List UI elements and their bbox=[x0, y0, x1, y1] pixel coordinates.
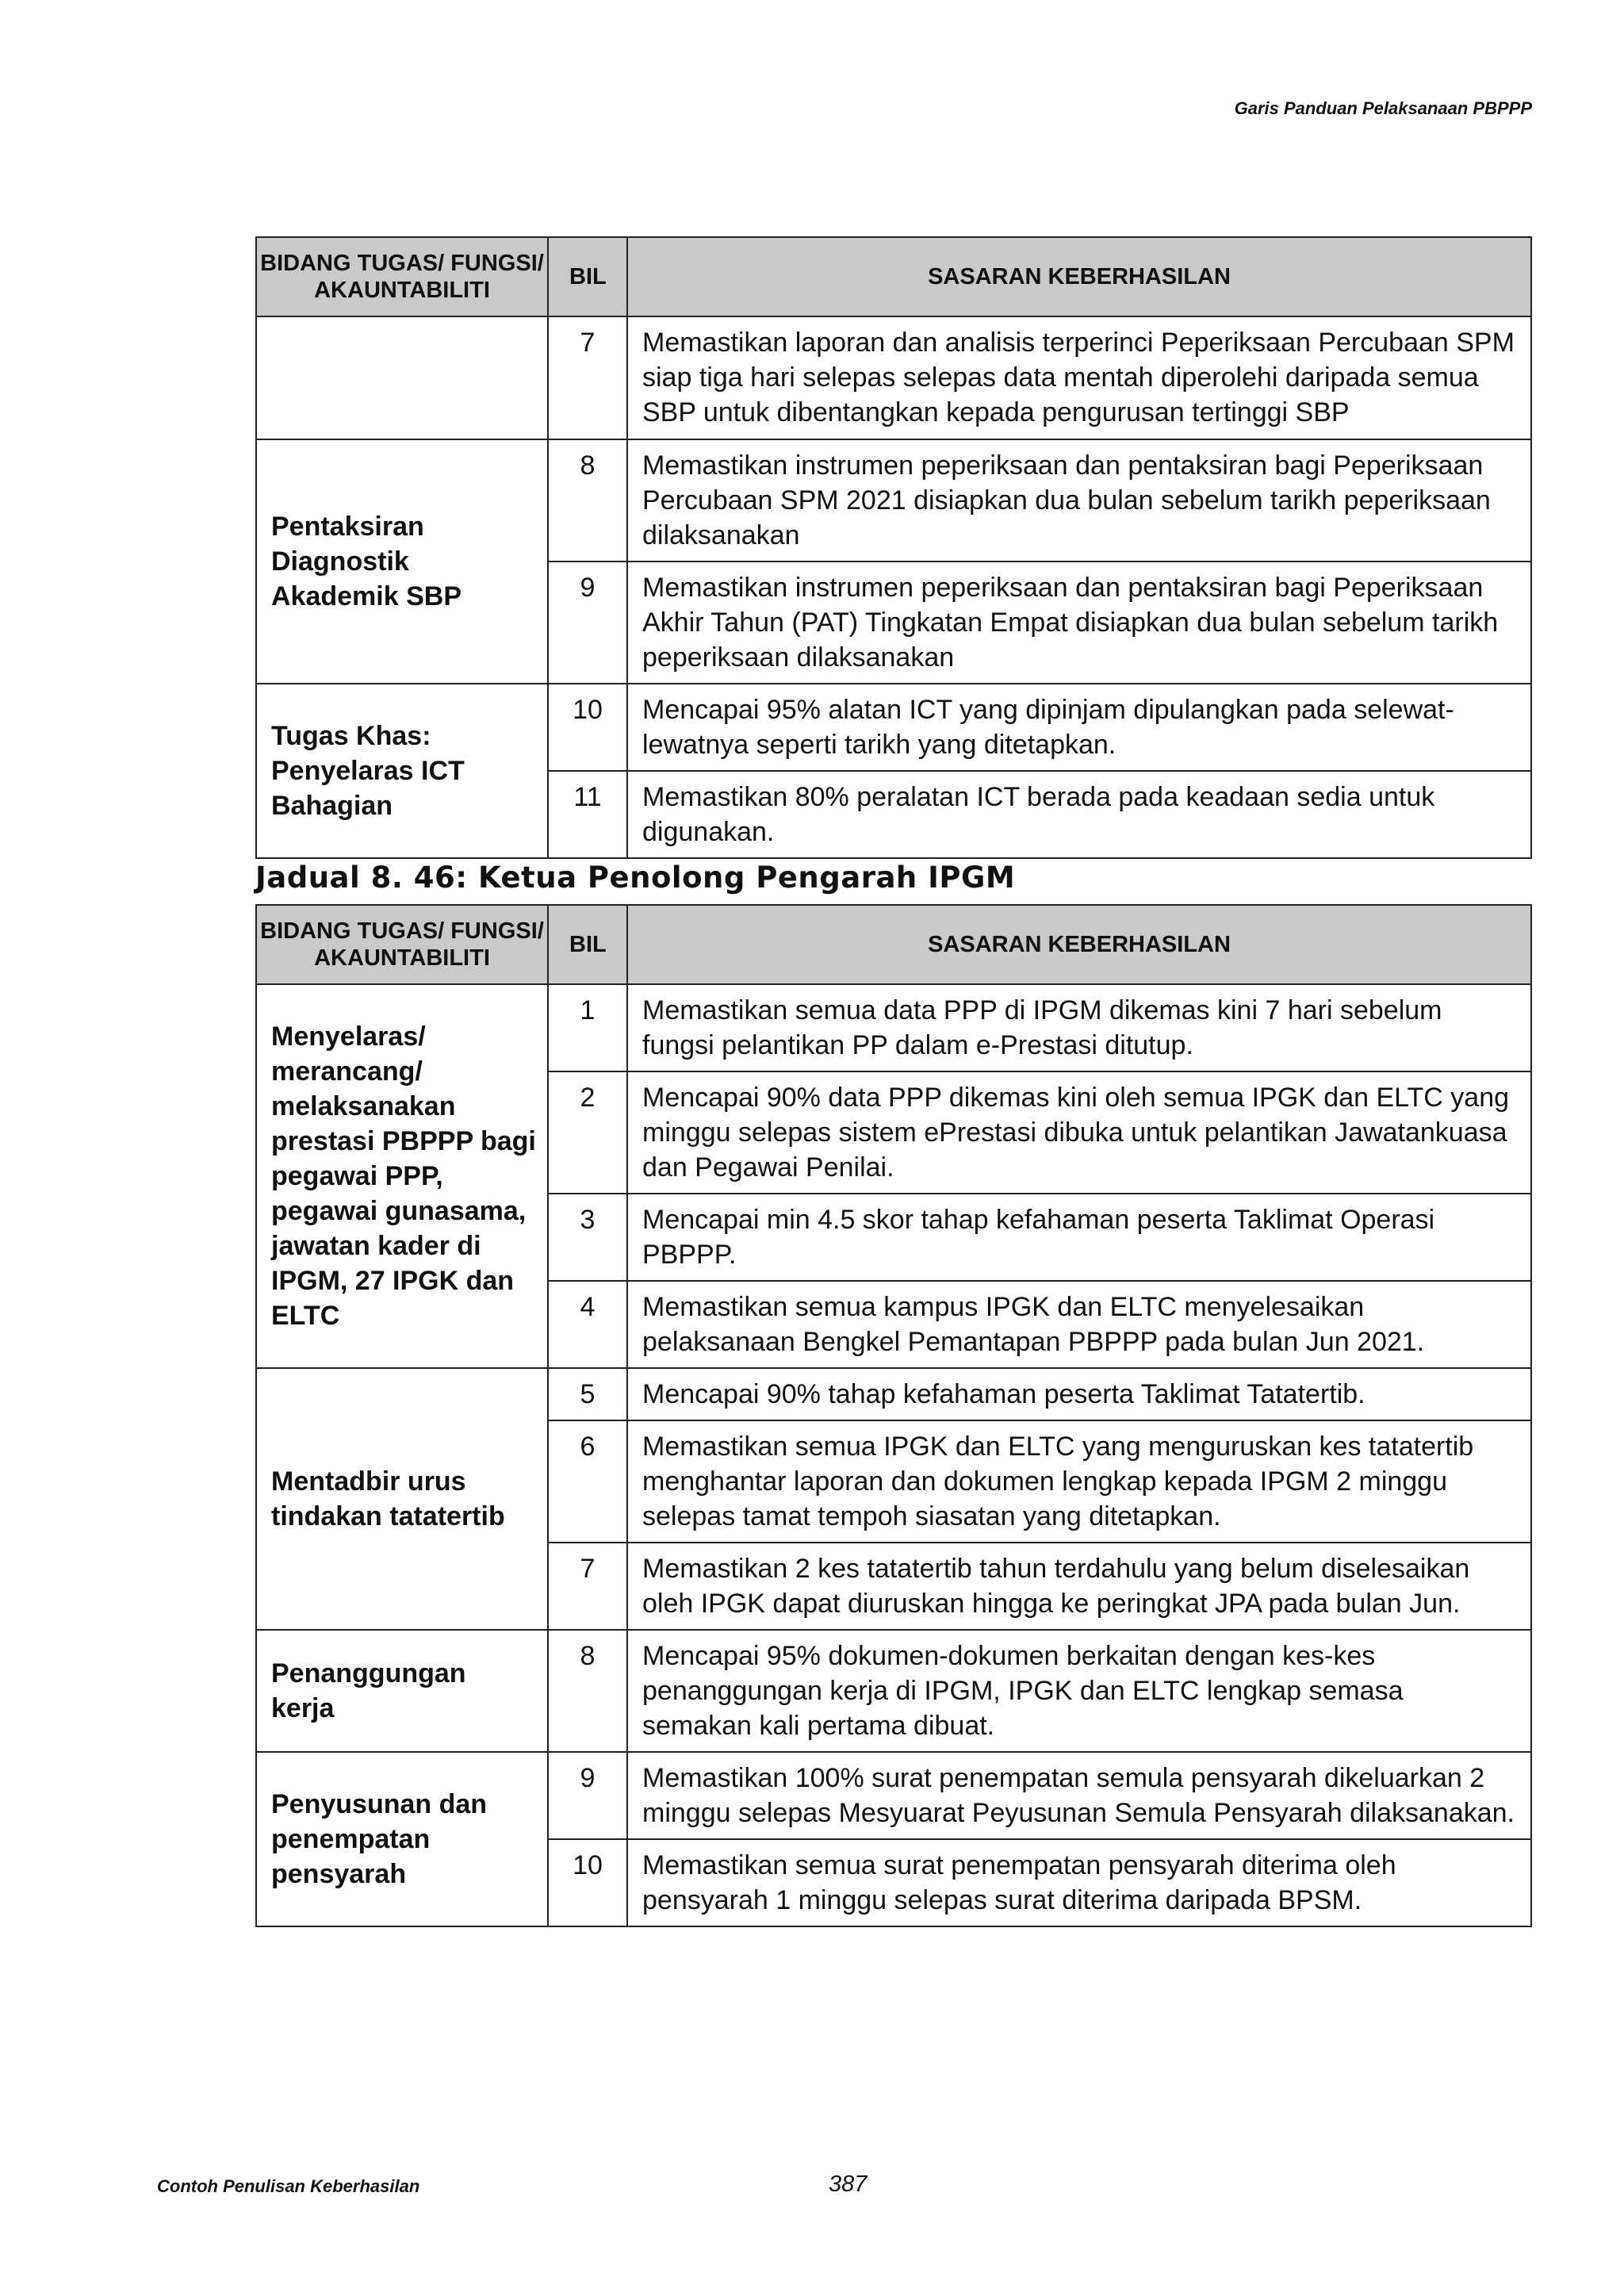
table-row bbox=[256, 1368, 1531, 1420]
target-cell: Memastikan laporan dan analisis terperinci Peperiksaan Percubaan SPM siap tiga hari selepas selepas data mentah diperolehi daripada semua SBP untuk dibentangkan kepada pengurusan tertinggi SBP bbox=[627, 316, 1531, 439]
target-cell: Memastikan semua surat penempatan pensyarah diterima oleh pensyarah 1 minggu selepas surat diterima daripada BPSM. bbox=[627, 1839, 1531, 1926]
header-bil: BIL bbox=[548, 905, 627, 984]
function-cell: Menyelaras/ merancang/ melaksanakan prestasi PBPPP bagi pegawai PPP, pegawai gunasama, jawatan kader di IPGM, 27 IPGK dan ELTC bbox=[256, 984, 548, 1368]
target-cell: Memastikan 2 kes tatatertib tahun terdahulu yang belum diselesaikan oleh IPGK dapat diuruskan hingga ke peringkat JPA pada bulan Jun. bbox=[627, 1543, 1531, 1630]
table-row bbox=[256, 684, 1531, 771]
footer-document-label: Contoh Penulisan Keberhasilan bbox=[157, 2176, 420, 2196]
bil-cell: 6 bbox=[548, 1420, 627, 1543]
function-cell bbox=[256, 316, 548, 439]
bil-cell: 9 bbox=[548, 1752, 627, 1839]
bil-cell: 4 bbox=[548, 1281, 627, 1368]
target-cell: Mencapai 95% alatan ICT yang dipinjam dipulangkan pada selewat-lewatnya seperti tarikh yang ditetapkan. bbox=[627, 684, 1531, 771]
target-cell: Mencapai min 4.5 skor tahap kefahaman peserta Taklimat Operasi PBPPP. bbox=[627, 1194, 1531, 1281]
running-header: Garis Panduan Pelaksanaan PBPPP bbox=[1234, 98, 1532, 118]
function-cell: Penyusunan dan penempatan pensyarah bbox=[256, 1752, 548, 1926]
target-cell: Memastikan semua IPGK dan ELTC yang menguruskan kes tatatertib menghantar laporan dan dokumen lengkap kepada IPGM 2 minggu selepas tamat tempoh siasatan yang ditetapkan. bbox=[627, 1420, 1531, 1543]
header-function: BIDANG TUGAS/ FUNGSI/ AKAUNTABILITI bbox=[256, 237, 548, 316]
bil-cell: 5 bbox=[548, 1368, 627, 1420]
bil-cell: 3 bbox=[548, 1194, 627, 1281]
target-cell: Memastikan instrumen peperiksaan dan pentaksiran bagi Peperiksaan Percubaan SPM 2021 disiapkan dua bulan sebelum tarikh peperiksaan dilaksanakan bbox=[627, 439, 1531, 562]
header-bil: BIL bbox=[548, 237, 627, 316]
target-cell: Mencapai 90% data PPP dikemas kini oleh semua IPGK dan ELTC yang minggu selepas sistem ePrestasi dibuka untuk pelantikan Jawatankuasa dan Pegawai Penilai. bbox=[627, 1071, 1531, 1194]
target-cell: Memastikan semua kampus IPGK dan ELTC menyelesaikan pelaksanaan Bengkel Pemantapan PBPPP pada bulan Jun 2021. bbox=[627, 1281, 1531, 1368]
bil-cell: 7 bbox=[548, 1543, 627, 1630]
target-cell: Mencapai 90% tahap kefahaman peserta Taklimat Tatatertib. bbox=[627, 1368, 1531, 1420]
table-row bbox=[256, 1752, 1531, 1839]
function-cell: Pentaksiran Diagnostik Akademik SBP bbox=[256, 439, 548, 684]
header-target: SASARAN KEBERHASILAN bbox=[627, 237, 1531, 316]
page-number: 387 bbox=[829, 2171, 868, 2197]
table-row bbox=[256, 316, 1531, 439]
header-function: BIDANG TUGAS/ FUNGSI/ AKAUNTABILITI bbox=[256, 905, 548, 984]
target-cell: Mencapai 95% dokumen-dokumen berkaitan dengan kes-kes penanggungan kerja di IPGM, IPGK dan ELTC lengkap semasa semakan kali pertama dibuat. bbox=[627, 1630, 1531, 1752]
bil-cell: 8 bbox=[548, 439, 627, 562]
table-caption: Jadual 8. 46: Ketua Penolong Pengarah IPGM bbox=[255, 861, 1016, 895]
table-header-row bbox=[256, 237, 1531, 316]
target-cell: Memastikan 100% surat penempatan semula pensyarah dikeluarkan 2 minggu selepas Mesyuarat Peyusunan Semula Pensyarah dilaksanakan. bbox=[627, 1752, 1531, 1839]
table-header-row bbox=[256, 905, 1531, 984]
table-row bbox=[256, 984, 1531, 1071]
bil-cell: 11 bbox=[548, 771, 627, 858]
function-cell: Mentadbir urus tindakan tatatertib bbox=[256, 1368, 548, 1630]
outcomes-table-continued bbox=[255, 236, 1532, 859]
bil-cell: 10 bbox=[548, 1839, 627, 1926]
target-cell: Memastikan instrumen peperiksaan dan pentaksiran bagi Peperiksaan Akhir Tahun (PAT) Tingkatan Empat disiapkan dua bulan sebelum tarikh peperiksaan dilaksanakan bbox=[627, 562, 1531, 684]
outcomes-table-ipgm bbox=[255, 904, 1532, 1927]
function-cell: Penanggungan kerja bbox=[256, 1630, 548, 1752]
bil-cell: 1 bbox=[548, 984, 627, 1071]
bil-cell: 8 bbox=[548, 1630, 627, 1752]
table-row bbox=[256, 1630, 1531, 1752]
table-row bbox=[256, 439, 1531, 562]
target-cell: Memastikan 80% peralatan ICT berada pada keadaan sedia untuk digunakan. bbox=[627, 771, 1531, 858]
function-cell: Tugas Khas: Penyelaras ICT Bahagian bbox=[256, 684, 548, 858]
bil-cell: 2 bbox=[548, 1071, 627, 1194]
bil-cell: 9 bbox=[548, 562, 627, 684]
bil-cell: 10 bbox=[548, 684, 627, 771]
target-cell: Memastikan semua data PPP di IPGM dikemas kini 7 hari sebelum fungsi pelantikan PP dalam e-Prestasi ditutup. bbox=[627, 984, 1531, 1071]
bil-cell: 7 bbox=[548, 316, 627, 439]
header-target: SASARAN KEBERHASILAN bbox=[627, 905, 1531, 984]
